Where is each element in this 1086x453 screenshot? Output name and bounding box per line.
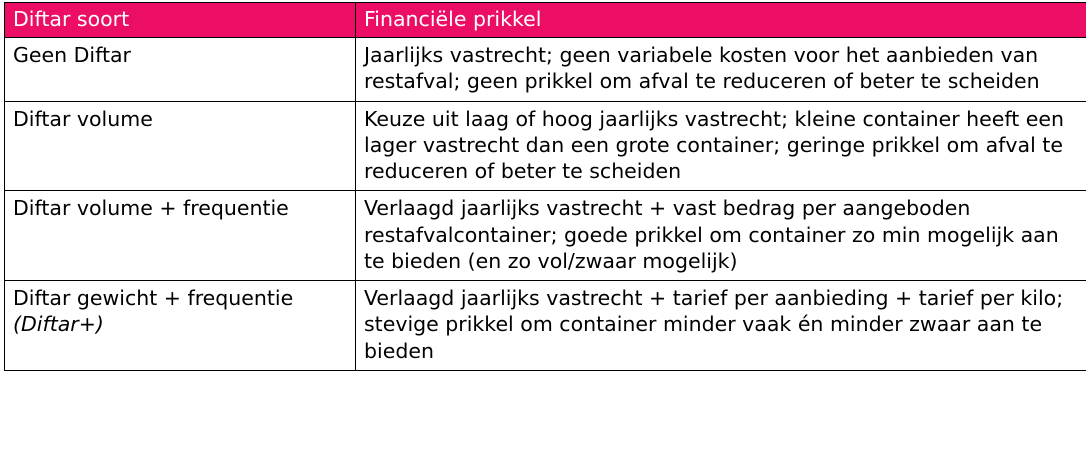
table-row <box>5 191 1086 281</box>
cell-diftar-soort <box>5 38 356 101</box>
diftar-table-container <box>0 2 1086 371</box>
cell-diftar-soort <box>5 101 356 191</box>
table-header <box>5 3 1086 38</box>
table-header-row <box>5 3 1086 38</box>
diftar-soort-label: Diftar gewicht + frequentie <box>13 286 293 310</box>
cell-diftar-soort <box>5 281 356 371</box>
table-row <box>5 281 1086 371</box>
diftar-soort-label-italic: (Diftar+) <box>13 312 104 336</box>
diftar-soort-label: Diftar volume + frequentie <box>13 195 349 221</box>
table-row <box>5 101 1086 191</box>
cell-diftar-soort <box>5 191 356 281</box>
cell-financiele-prikkel: Verlaagd jaarlijks vastrecht + vast bedrag per aangeboden restafvalcontainer; goede prikkel om container zo min mogelijk aan te bieden (en zo vol/zwaar mogelijk) <box>356 191 1086 281</box>
cell-financiele-prikkel: Keuze uit laag of hoog jaarlijks vastrecht; kleine container heeft een lager vastrecht dan een grote container; geringe prikkel om afval te reduceren of beter te scheiden <box>356 101 1086 191</box>
column-header-financiele-prikkel: Financiële prikkel <box>356 3 1086 38</box>
diftar-table <box>4 2 1086 371</box>
cell-financiele-prikkel: Verlaagd jaarlijks vastrecht + tarief per aanbieding + tarief per kilo; stevige prikkel om container minder vaak én minder zwaar aan te bieden <box>356 281 1086 371</box>
diftar-soort-label: Geen Diftar <box>13 42 349 68</box>
diftar-soort-label: Diftar volume <box>13 106 349 132</box>
column-header-diftar-soort: Diftar soort <box>5 3 356 38</box>
cell-financiele-prikkel: Jaarlijks vastrecht; geen variabele kosten voor het aanbieden van restafval; geen prikkel om afval te reduceren of beter te scheiden <box>356 38 1086 101</box>
table-body <box>5 38 1086 371</box>
table-row <box>5 38 1086 101</box>
